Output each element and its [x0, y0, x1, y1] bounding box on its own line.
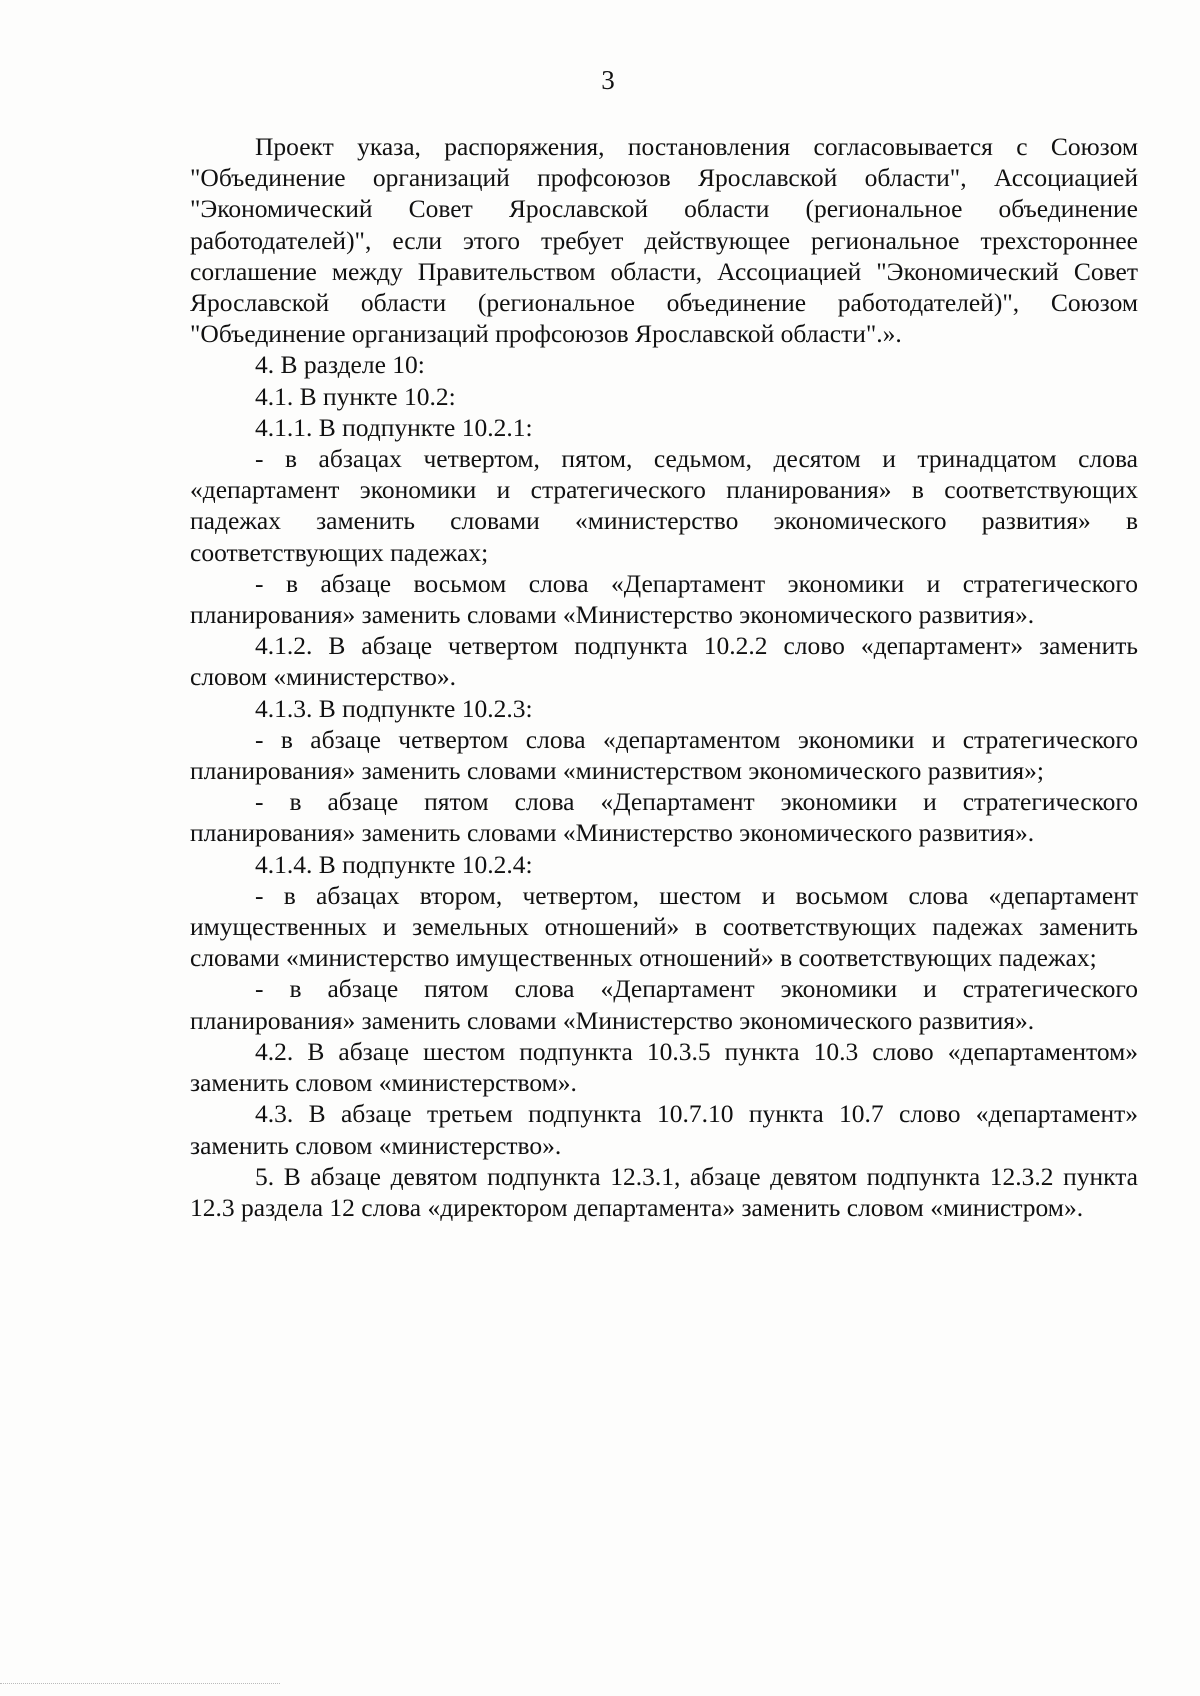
paragraph-item-4-1-4-a: - в абзацах втором, четвертом, шестом и восьмом слова «департамент имущественных и земельных отношений» в соответствующих падежах заменить словами «министерство имущественных отношений» в соответствующих падежах; — [190, 880, 1138, 973]
paragraph-item-4-1-3: 4.1.3. В подпункте 10.2.3: — [255, 693, 533, 723]
paragraph-item-4-1-3-b: - в абзаце пятом слова «Департамент экономики и стратегического планирования» заменить словами «Министерство экономического развития». — [190, 787, 1138, 848]
paragraph-section-10: 4. В разделе 10: — [255, 350, 425, 380]
paragraph-item-5: 5. В абзаце девятом подпункта 12.3.1, абзаце девятом подпункта 12.3.2 пункта 12.3 раздела 12 слова «директором департамента» заменить словом «министром». — [190, 1161, 1138, 1222]
scan-artifact — [0, 1681, 280, 1684]
page-number: 3 — [601, 65, 615, 95]
paragraph-item-4-1-4-b: - в абзаце пятом слова «Департамент экономики и стратегического планирования» заменить словами «Министерство экономического развития». — [190, 974, 1138, 1035]
paragraph-item-4-1-3-a: - в абзаце четвертом слова «департаментом экономики и стратегического планирования» заменить словами «министерством экономического развития»; — [190, 724, 1138, 786]
paragraph-item-4-1: 4.1. В пункте 10.2: — [255, 381, 456, 411]
paragraph-item-4-2: 4.2. В абзаце шестом подпункта 10.3.5 пункта 10.3 слово «департаментом» заменить словом «министерством». — [190, 1036, 1138, 1098]
paragraph-item-4-1-4: 4.1.4. В подпункте 10.2.4: — [255, 849, 533, 879]
paragraph-item-4-1-1-a: - в абзацах четвертом, пятом, седьмом, десятом и тринадцатом слова «департамент экономики и стратегического планирования» в соответствующих падежах заменить словами «министерство экономического развития» в соответствующих падежах; — [190, 444, 1138, 567]
paragraph-item-4-3: 4.3. В абзаце третьем подпункта 10.7.10 пункта 10.7 слово «департамент» заменить словом «министерство». — [190, 1099, 1138, 1160]
paragraph-agreement-clause: Проект указа, распоряжения, постановления согласовывается с Союзом "Объединение организаций профсоюзов Ярославской области", Ассоциацией "Экономический Совет Ярославской области (региональное объединение работодателей)", если этого требует действующее региональное трехстороннее соглашение между Правительством области, Ассоциацией "Экономический Совет Ярославской области (региональное объединение работодателей)", Союзом "Объединение организаций профсоюзов Ярославской области".». — [190, 132, 1138, 349]
paragraph-item-4-1-2: 4.1.2. В абзаце четвертом подпункта 10.2.2 слово «департамент» заменить словом «министерство». — [190, 631, 1138, 692]
document-body — [190, 131, 1138, 1223]
paragraph-item-4-1-1: 4.1.1. В подпункте 10.2.1: — [255, 412, 533, 442]
paragraph-item-4-1-1-b: - в абзаце восьмом слова «Департамент экономики и стратегического планирования» заменить словами «Министерство экономического развития». — [190, 568, 1138, 630]
